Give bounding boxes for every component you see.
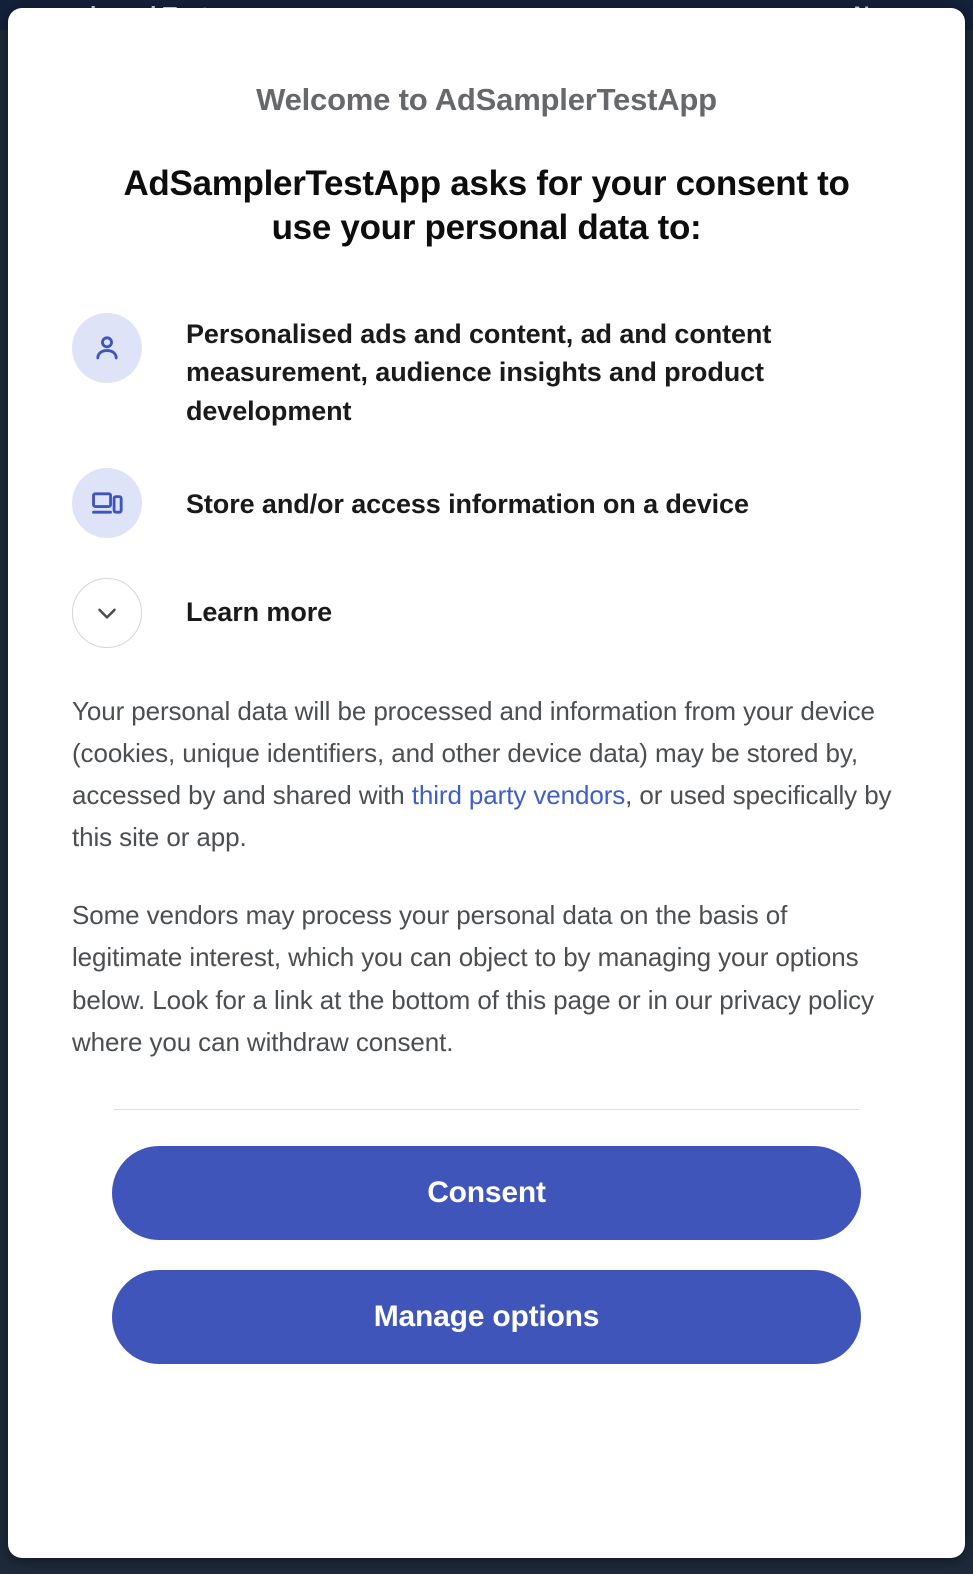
consent-dialog-content xyxy=(8,8,965,1558)
purposes-list xyxy=(72,313,901,656)
purpose-label: Personalised ads and content, ad and content measurement, audience insights and product development xyxy=(186,318,772,426)
welcome-title: Welcome to AdSamplerTestApp xyxy=(256,82,717,117)
chevron-down-icon[interactable] xyxy=(72,578,142,648)
devices-icon xyxy=(72,468,142,538)
third-party-vendors-link[interactable]: third party vendors xyxy=(411,780,626,811)
paragraph-1-after-link: , or used specifically by this site or app. xyxy=(72,780,892,853)
dialog-actions xyxy=(72,1110,901,1392)
learn-more-toggle[interactable] xyxy=(72,578,901,648)
consent-button[interactable]: Consent xyxy=(112,1146,861,1240)
consent-paragraph-1 xyxy=(72,690,901,858)
paragraph-1-before-link: Your personal data will be processed and information from your device (cookies, unique identifiers, and other device data) may be stored by, accessed by and shared with xyxy=(72,695,875,811)
person-icon xyxy=(72,313,142,383)
purpose-item-personalised-ads xyxy=(72,313,901,430)
consent-dialog xyxy=(8,8,965,1558)
purpose-label: Store and/or access information on a device xyxy=(186,488,749,519)
consent-headline: AdSamplerTestApp asks for your consent to use your personal data to: xyxy=(123,164,850,248)
consent-paragraph-2: Some vendors may process your personal data on the basis of legitimate interest, which you can object to by managing your options below. Look for a link at the bottom of this page or in our privacy policy where you can withdraw consent. xyxy=(72,900,874,1057)
manage-options-button[interactable]: Manage options xyxy=(112,1270,861,1364)
purpose-item-store-access xyxy=(72,468,901,538)
learn-more-label: Learn more xyxy=(186,597,333,628)
